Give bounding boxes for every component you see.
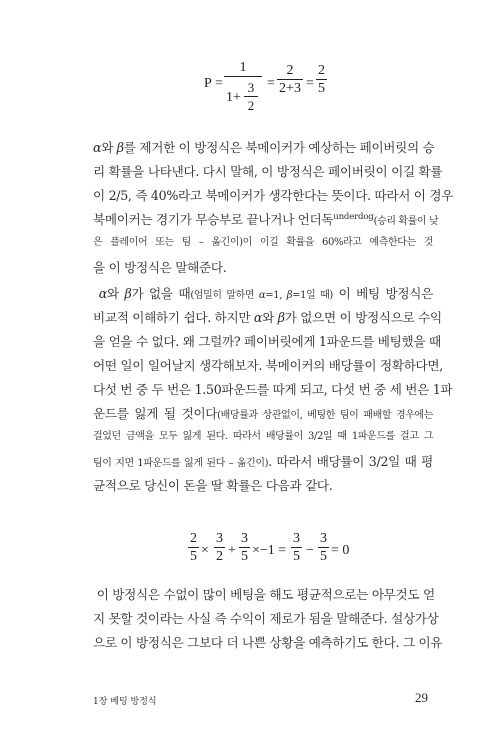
para2-line-9: 균적으로 당신이 돈을 딸 확률은 다음과 같다. [93,478,333,493]
eq1-f3-num: 2 [318,63,325,78]
eq1-p: P [204,76,212,91]
eq2-frac-b [214,531,225,564]
eq2-frac-e [318,531,329,564]
eq1-fraction-1 [224,60,262,78]
eq1-f1-den-prefix: 1+ [226,90,241,105]
eq2-a-num: 2 [190,531,197,546]
eq1-fraction-3 [316,63,327,96]
running-footer-chapter: 1장 베팅 방정식 [93,697,157,707]
para3-line-3: 으로 이 방정식은 그보다 더 나쁜 상황을 예측하기도 한다. 그 이유 [93,635,443,650]
eq2-b-num: 3 [216,531,223,546]
eq1-inner-den: 2 [247,98,255,113]
para2-line-6: 운드를 잃게 될 것이다(배당률과 상관없이, 베팅한 팀이 패배할 경우에는 [93,406,433,421]
para1-line-6: 을 이 방정식은 말해준다. [93,260,227,275]
eq2-e-den: 5 [320,549,327,564]
para3-line-2: 지 못할 것이라는 사실 즉 수익이 제로가 됨을 말해준다. 설상가상 [93,611,439,626]
para1-line-1: α와 β를 제거한 이 방정식은 북메이커가 예상하는 페이버릿의 승 [93,140,435,155]
para1-line-3: 이 2/5, 즉 40%라고 북메이커가 생각한다는 뜻이다. 따라서 이 경우 [93,188,454,203]
eq1-fraction-2 [277,63,303,96]
eq1-f2-num: 2 [286,63,294,78]
para2-line-5: 다섯 번 중 두 번은 1.50파운드를 따게 되고, 다섯 번 중 세 번은 1파 [93,382,453,397]
eq2-times-neg-one: ×−1 = [252,543,287,558]
para2-line-8: 팀이 지면 1파운드를 잃게 된다 – 옮긴이). 따라서 배당률이 3/2일 때 평 [93,454,433,469]
para3-line-1: 이 방정식은 수없이 많이 베팅을 해도 평균적으로는 아무것도 얻 [96,587,435,602]
para1-line-5: 은 플레이어 또는 팀 – 옮긴이)이 이길 확률을 60%라고 예측한다는 것 [93,237,433,248]
eq1-f1-num: 1 [239,60,247,75]
para2-line-7: 걸었던 금액을 모두 잃게 된다. 따라서 배당률이 3/2일 때 1파운드를 걸고 그 [93,431,433,442]
eq1-f2-den: 2+3 [279,81,301,96]
eq2-d-num: 3 [293,531,300,546]
eq1-inner-fraction [244,80,258,113]
para1-line-2: 리 확률을 나타낸다. 다시 말해, 이 방정식은 페이버릿이 이길 확률 [93,164,443,179]
eq1-f3-den: 5 [318,81,325,96]
para2-line-3: 을 얻을 수 없다. 왜 그럴까? 페이버릿에게 1파운드를 베팅했을 때 [93,334,441,349]
eq1-equals: = [215,76,223,91]
eq2-minus: − [306,543,314,558]
eq1-equals-2: = [267,76,275,91]
eq2-b-den: 2 [216,549,223,564]
para2-line-2: 비교적 이해하기 쉽다. 하지만 α와 β가 없으면 이 방정식으로 수익 [93,310,442,325]
eq2-c-num: 3 [241,531,248,546]
para2-line-4: 어떤 일이 일어날지 생각해보자. 북메이커의 배당률이 정확하다면, [93,358,443,373]
eq2-c-den: 5 [241,549,248,564]
page-number: 29 [415,690,428,705]
eq2-plus: + [228,543,236,558]
eq2-frac-a [188,531,199,564]
para2-line-1: α와 β가 없을 때(엄밀히 말하면 α=1, β=1일 때) 이 베팅 방정식은 [98,286,433,301]
eq1-equals-3: = [306,76,314,91]
eq2-frac-d [291,531,302,564]
eq2-frac-c [239,531,250,564]
eq2-result: = 0 [331,543,350,558]
eq1-inner-num: 3 [247,80,255,95]
eq2-a-den: 5 [190,549,197,564]
para1-line-4: 북메이커는 경기가 무승부로 끝나거나 언더독$^{underdog}$(승리 확률이 낮 [93,212,439,227]
eq2-d-den: 5 [293,549,300,564]
eq2-times-1: × [201,543,209,558]
eq2-e-num: 3 [320,531,327,546]
